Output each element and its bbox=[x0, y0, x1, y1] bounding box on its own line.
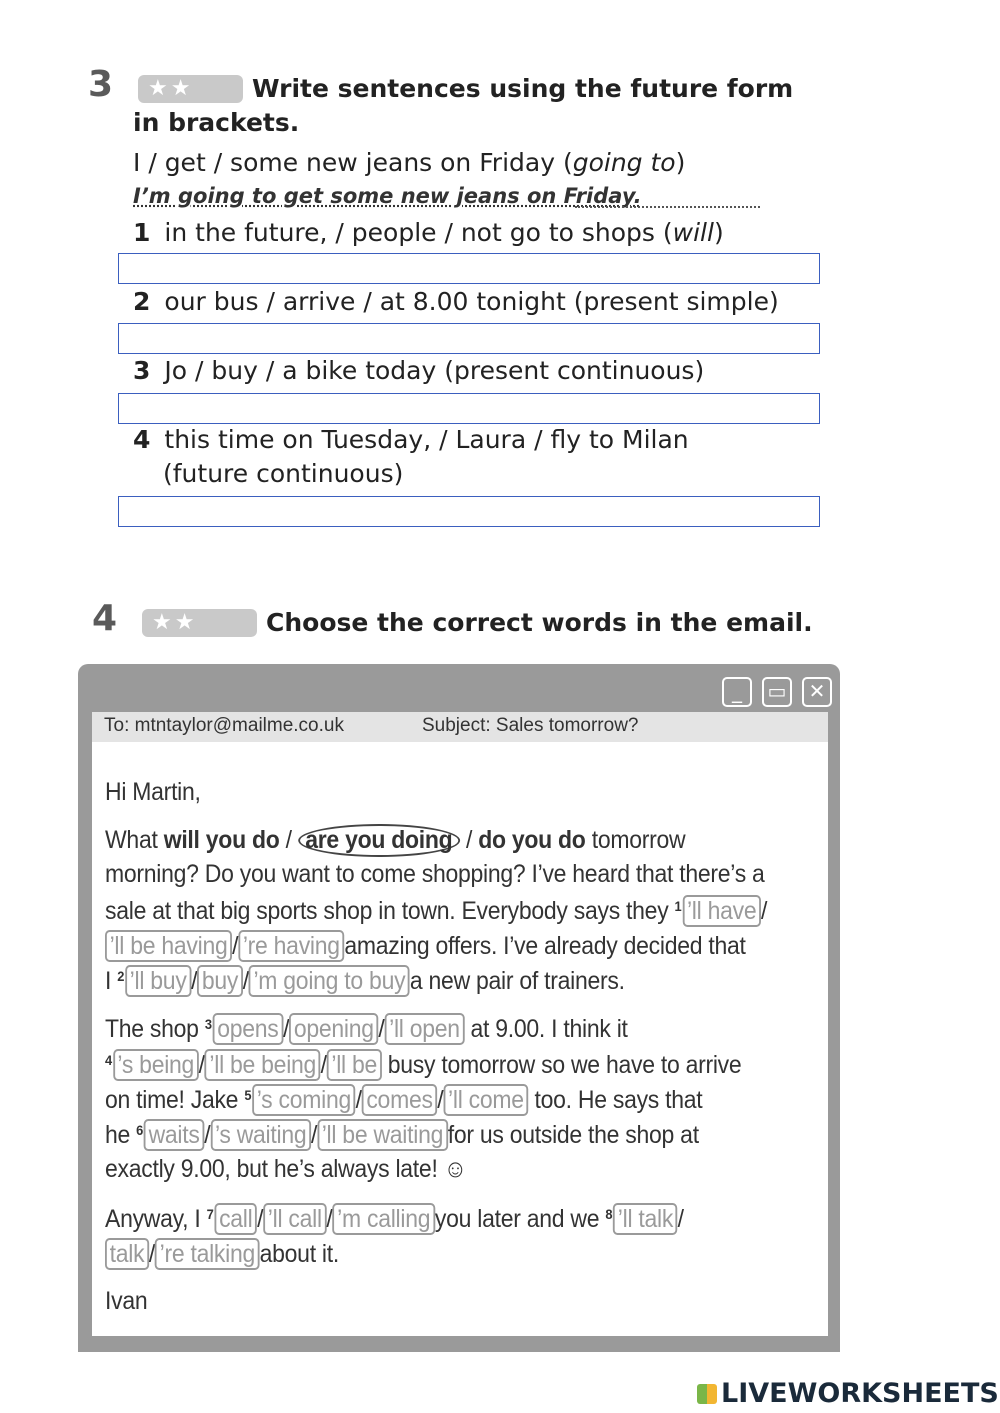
answer-input-3[interactable] bbox=[118, 393, 820, 424]
option-1c[interactable]: ’re having bbox=[238, 930, 344, 962]
option-7c[interactable]: ’m calling bbox=[333, 1203, 435, 1235]
option-1b[interactable]: ’ll be having bbox=[105, 930, 232, 962]
option-3a[interactable]: opens bbox=[213, 1013, 283, 1045]
option-4a[interactable]: ’s being bbox=[113, 1049, 199, 1081]
option-7b[interactable]: ’ll call bbox=[263, 1203, 326, 1235]
email-signoff: Ivan bbox=[105, 1287, 148, 1315]
email-line: The shop $^3$ opens / opening / ’ll open at 9.00. I think it bbox=[105, 1015, 628, 1043]
option-8b[interactable]: talk bbox=[105, 1238, 149, 1270]
option-2a[interactable]: ’ll buy bbox=[125, 965, 191, 997]
exercise-4-number: 4 bbox=[92, 598, 118, 639]
logo-icon bbox=[697, 1384, 717, 1404]
liveworksheets-logo: LIVEWORKSHEETS bbox=[697, 1378, 999, 1409]
email-line: on time! Jake $^5$ ’s coming / comes / ’ll come too. He says that bbox=[105, 1086, 703, 1114]
option-5a[interactable]: ’s coming bbox=[252, 1084, 355, 1116]
question-2-prompt: 2 our bus / arrive / at 8.00 tonight (present simple) bbox=[133, 287, 779, 316]
option-8a[interactable]: ’ll talk bbox=[613, 1203, 678, 1235]
question-4-prompt-line2: (future continuous) bbox=[163, 459, 404, 488]
question-4-prompt: 4 this time on Tuesday, / Laura / fly to Milan bbox=[133, 425, 689, 454]
exercise-3-heading-line1: Write sentences using the future form bbox=[252, 74, 794, 103]
close-icon: ✕ bbox=[802, 677, 832, 707]
email-line: ’ll be having / ’re having amazing offers. I’ve already decided that bbox=[105, 930, 746, 962]
option-1a[interactable]: ’ll have bbox=[682, 895, 761, 927]
option-4b[interactable]: ’ll be being bbox=[205, 1049, 321, 1081]
question-1-prompt: 1 in the future, / people / not go to shops (will) bbox=[133, 218, 724, 247]
option-6a[interactable]: waits bbox=[144, 1119, 204, 1151]
example-answer: I’m going to get some new jeans on Friday. bbox=[133, 184, 642, 208]
email-line: morning? Do you want to come shopping? I’ve heard that there’s a bbox=[105, 860, 765, 888]
email-greeting: Hi Martin, bbox=[105, 778, 201, 806]
exercise-4-heading: Choose the correct words in the email. bbox=[266, 608, 813, 637]
option-6b[interactable]: ’s waiting bbox=[210, 1119, 311, 1151]
difficulty-stars-badge: ★★ bbox=[138, 75, 243, 103]
option-2b[interactable]: buy bbox=[197, 965, 242, 997]
option-5c[interactable]: ’ll come bbox=[443, 1084, 528, 1116]
email-line: What will you do / are you doing / do you do tomorrow bbox=[105, 824, 685, 857]
option-6c[interactable]: ’ll be waiting bbox=[317, 1119, 448, 1151]
email-line: he $^6$ waits / ’s waiting / ’ll be waiting for us outside the shop at bbox=[105, 1121, 699, 1149]
email-line: sale at that big sports shop in town. Everybody says they $^1$ ’ll have / bbox=[105, 897, 768, 925]
email-line: Anyway, I $^7$ call / ’ll call / ’m calling you later and we $^8$ ’ll talk / bbox=[105, 1205, 684, 1233]
option-2c[interactable]: ’m going to buy bbox=[249, 965, 410, 997]
difficulty-stars-badge: ★★ bbox=[142, 609, 257, 637]
example-prompt: I / get / some new jeans on Friday (going to) bbox=[133, 148, 686, 177]
email-to: To: mtntaylor@mailme.co.uk bbox=[104, 715, 344, 736]
email-header-bar bbox=[92, 712, 828, 742]
email-line: $^4$ ’s being / ’ll be being / ’ll be busy tomorrow so we have to arrive bbox=[105, 1051, 742, 1079]
answer-input-4[interactable] bbox=[118, 496, 820, 527]
option-3b[interactable]: opening bbox=[289, 1013, 378, 1045]
option-7a[interactable]: call bbox=[214, 1203, 257, 1235]
answer-input-1[interactable] bbox=[118, 253, 820, 284]
option-8c[interactable]: ’re talking bbox=[155, 1238, 260, 1270]
email-line: talk / ’re talking about it. bbox=[105, 1238, 339, 1270]
minimize-icon: _ bbox=[722, 677, 752, 707]
email-line: exactly 9.00, but he’s always late! ☺ bbox=[105, 1155, 467, 1183]
email-subject: Subject: Sales tomorrow? bbox=[422, 715, 639, 736]
exercise-3-number: 3 bbox=[88, 64, 114, 105]
exercise-3-heading-line2: in brackets. bbox=[133, 108, 300, 137]
option-5b[interactable]: comes bbox=[362, 1084, 438, 1116]
maximize-icon: ▭ bbox=[762, 677, 792, 707]
question-3-prompt: 3 Jo / buy / a bike today (present continuous) bbox=[133, 356, 705, 385]
email-line: I $^2$ ’ll buy / buy / ’m going to buy a new pair of trainers. bbox=[105, 967, 625, 995]
option-3c[interactable]: ’ll open bbox=[385, 1013, 465, 1045]
answer-input-2[interactable] bbox=[118, 323, 820, 354]
example-dotted-line bbox=[575, 206, 760, 208]
example-circled-answer: are you doing bbox=[298, 824, 460, 857]
option-4c[interactable]: ’ll be bbox=[327, 1049, 382, 1081]
